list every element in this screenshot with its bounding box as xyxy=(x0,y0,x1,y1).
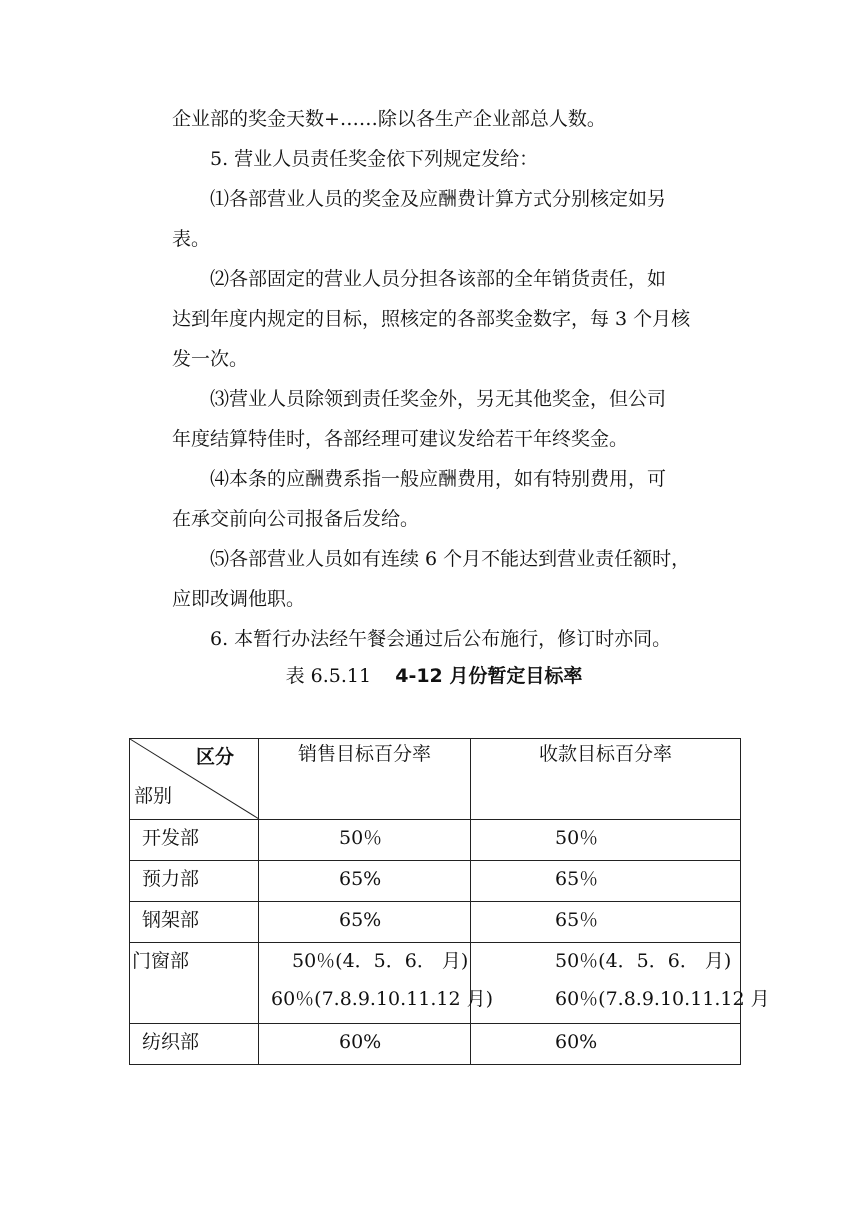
sales-rate-cell: 65% xyxy=(259,861,471,902)
sales-rate-line: 60％(7.8.9.10.11.12 月) xyxy=(271,988,494,1010)
table-title: 4-12 月份暂定目标率 xyxy=(395,665,583,687)
body-line: 6. 本暂行办法经午餐会通过后公布施行，修订时亦同。 xyxy=(210,628,672,650)
department-cell: 预力部 xyxy=(130,861,259,902)
body-line: 发一次。 xyxy=(172,348,249,370)
department-cell: 纺织部 xyxy=(130,1024,259,1065)
body-line: 在承交前向公司报备后发给。 xyxy=(172,508,420,530)
body-line: ⑵各部固定的营业人员分担各该部的全年销货责任，如 xyxy=(210,268,667,290)
table-row xyxy=(130,861,741,902)
department-cell: 门窗部 xyxy=(130,943,259,1024)
column-header-collection: 收款目标百分率 xyxy=(471,739,741,820)
body-line: 表。 xyxy=(172,228,211,250)
collection-rate-cell: 65％ xyxy=(471,861,741,902)
body-line: ⑴各部营业人员的奖金及应酬费计算方式分别核定如另 xyxy=(210,188,667,210)
corner-department-label: 部别 xyxy=(134,785,173,807)
sales-rate-line: 50％(4．5．6． 月) xyxy=(292,950,469,972)
column-header-sales: 销售目标百分率 xyxy=(259,739,471,820)
sales-rate-cell: 60% xyxy=(259,1024,471,1065)
body-line: ⑸各部营业人员如有连续 6 个月不能达到营业责任额时， xyxy=(210,548,691,570)
table-row xyxy=(130,1024,741,1065)
target-rate-table xyxy=(129,738,770,1065)
corner-header-cell xyxy=(130,739,259,820)
table-caption xyxy=(0,661,868,691)
table-row xyxy=(130,902,741,943)
body-line: 5. 营业人员责任奖金依下列规定发给： xyxy=(210,148,539,170)
sales-rate-cell: 65% xyxy=(259,902,471,943)
department-cell: 钢架部 xyxy=(130,902,259,943)
collection-rate-cell: 50％ xyxy=(471,820,741,861)
body-line: 年度结算特佳时，各部经理可建议发给若干年终奖金。 xyxy=(172,428,629,450)
body-line: 达到年度内规定的目标，照核定的各部奖金数字，每 3 个月核 xyxy=(172,308,691,330)
collection-rate-line: 50％(4．5．6． 月) xyxy=(555,950,732,972)
sales-rate-cell: 50％ xyxy=(259,820,471,861)
collection-rate-cell xyxy=(471,943,770,1024)
collection-rate-cell: 60% xyxy=(471,1024,741,1065)
table-row xyxy=(130,943,741,1024)
department-cell: 开发部 xyxy=(130,820,259,861)
body-line: ⑷本条的应酬费系指一般应酬费用，如有特别费用，可 xyxy=(210,468,667,490)
body-line: ⑶营业人员除领到责任奖金外，另无其他奖金，但公司 xyxy=(210,388,667,410)
table-number: 表 6.5.11 xyxy=(285,665,372,687)
corner-category-label: 区分 xyxy=(195,746,234,768)
sales-rate-cell xyxy=(259,943,494,1024)
body-text xyxy=(172,99,732,659)
table-row xyxy=(130,820,741,861)
table-header-row xyxy=(130,739,741,820)
body-line: 应即改调他职。 xyxy=(172,588,306,610)
collection-rate-line: 60％(7.8.9.10.11.12 月 xyxy=(555,988,770,1010)
collection-rate-cell: 65％ xyxy=(471,902,741,943)
body-line: 企业部的奖金天数+……除以各生产企业部总人数。 xyxy=(172,108,606,130)
